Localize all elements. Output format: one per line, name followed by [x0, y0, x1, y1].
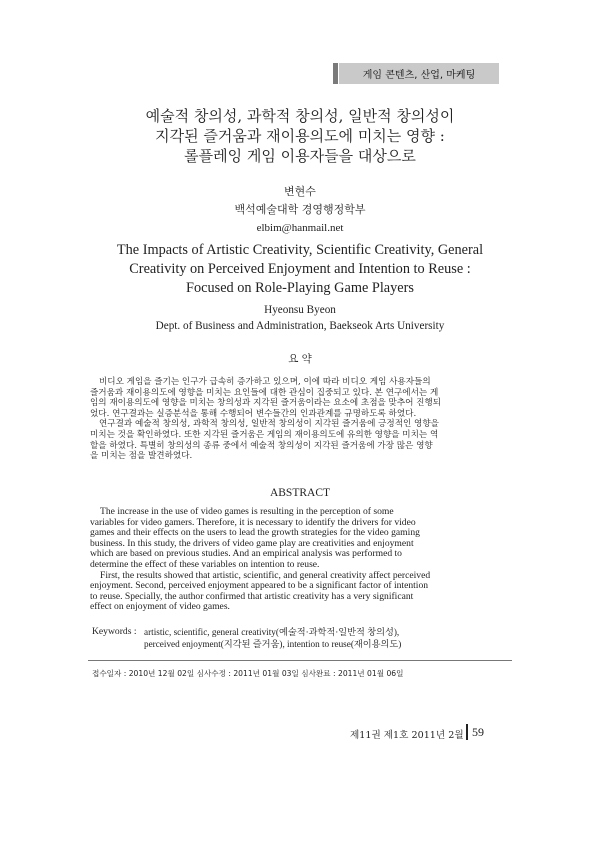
section-tag-bar — [333, 63, 338, 84]
abstract-line: enjoyment. Second, perceived enjoyment appeared to be a significant factor of intention — [90, 580, 429, 592]
korean-affiliation: 백석예술대학 경영행정학부 — [234, 203, 366, 216]
abstract-line: business. In this study, the drivers of video game play are creativities and enjoyment — [90, 537, 414, 549]
summary-line: 비디오 게임을 즐기는 인구가 급속히 증가하고 있으며, 이에 따라 비디오 게임 사용자들의 — [99, 377, 431, 387]
english-affiliation: Dept. of Business and Administration, Baekseok Arts University — [155, 320, 445, 332]
section-tag — [339, 63, 499, 84]
summary-line: 할을 하였다. 특별히 창의성의 종류 중에서 예술적 창의성이 지각된 즐거움에 가장 많은 영향 — [90, 440, 433, 451]
korean-summary — [90, 377, 510, 462]
korean-title — [0, 106, 600, 166]
abstract-line: effect on enjoyment of video games. — [90, 601, 230, 613]
abstract-heading: ABSTRACT — [269, 487, 331, 499]
abstract-line: determine the effect of these variables on intention to reuse. — [90, 558, 320, 570]
section-tag-label: 게임 콘텐츠, 산업, 마케팅 — [362, 70, 476, 81]
english-title-line: The Impacts of Artistic Creativity, Scientific Creativity, General — [116, 242, 484, 258]
summary-line: 임의 재이용의도에 영향을 미치는 창의성과 지각된 즐거움이라는 요소에 초점을 맞추어 진행되 — [90, 398, 442, 409]
korean-author: 변현수 — [284, 185, 316, 198]
abstract-line: First, the results showed that artistic, scientific, and general creativity affect perceived — [100, 569, 431, 581]
abstract-body — [90, 507, 510, 613]
summary-line: 었다. 연구결과는 실증분석을 통해 수행되어 변수들간의 인과관계를 규명하도록 하였다. — [90, 408, 417, 419]
abstract-line: to reuse. Specially, the author confirmed that artistic creativity has a very significant — [90, 590, 414, 602]
submission-dates: 접수일자 : 2010년 12월 02일 심사수정 : 2011년 01월 03일 심사완료 : 2011년 01월 06일 — [92, 669, 404, 678]
english-author: Hyeonsu Byeon — [264, 304, 336, 316]
summary-heading: 요 약 — [288, 353, 312, 365]
korean-title-line: 지각된 즐거움과 재이용의도에 미치는 영향 : — [155, 127, 445, 145]
summary-line: 연구결과 예술적 창의성, 과학적 창의성, 일반적 창의성이 지각된 즐거움에 긍정적인 영향을 — [99, 419, 439, 430]
author-email: elbim@hanmail.net — [256, 222, 344, 234]
abstract-line: games and their effects on the users to lead the growth strategies for the video gaming — [90, 527, 420, 539]
korean-title-line: 예술적 창의성, 과학적 창의성, 일반적 창의성이 — [145, 107, 455, 125]
abstract-line: variables for video gamers. Therefore, it is necessary to identify the drivers for video — [90, 516, 416, 528]
keywords-label: Keywords : — [92, 626, 137, 637]
summary-line: 미치는 것을 확인하였다. 또한 지각된 즐거움은 게임의 재이용의도에 유의한 영향을 미치는 역 — [90, 429, 439, 440]
english-title-line: Focused on Role-Playing Game Players — [186, 280, 414, 296]
english-author-block — [0, 302, 600, 334]
abstract-line: The increase in the use of video games is resulting in the perception of some — [100, 506, 394, 517]
page-number-bar — [466, 724, 468, 740]
summary-line: 을 미치는 점을 발견하였다. — [90, 451, 193, 462]
keywords-line: perceived enjoyment(지각된 즐거움), intention to reuse(재이용의도) — [144, 639, 402, 649]
keywords-line: artistic, scientific, general creativity(예술적·과학적·일반적 창의성), — [144, 627, 400, 637]
english-title-line: Creativity on Perceived Enjoyment and Intention to Reuse : — [129, 261, 471, 277]
korean-title-line: 롤플레잉 게임 이용자들을 대상으로 — [184, 147, 416, 165]
footnote-divider — [88, 660, 512, 661]
english-title — [0, 241, 600, 298]
abstract-line: which are based on previous studies. And an empirical analysis was performed to — [90, 548, 402, 560]
issue-info: 제11권 제1호 2011년 2월 — [350, 730, 464, 741]
korean-author-block — [0, 183, 600, 237]
summary-line: 즐거움과 재이용의도에 영향을 미치는 요인들에 대한 관심이 집중되고 있다. 본 연구에서는 게 — [90, 387, 439, 398]
page-number: 59 — [472, 725, 484, 739]
